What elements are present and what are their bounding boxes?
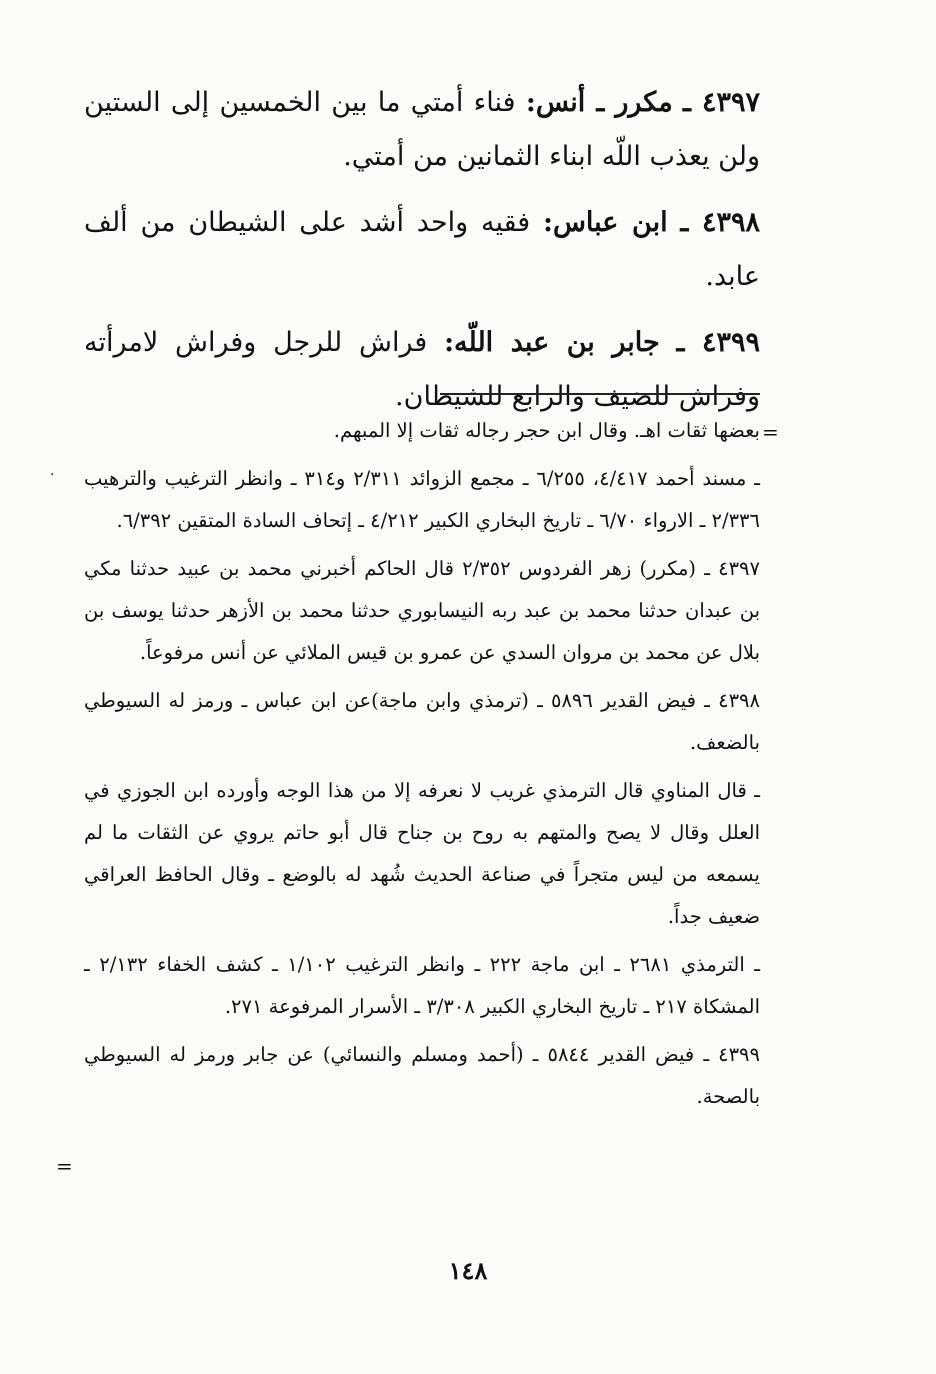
footnote: ٤٣٩٧ ـ (مكرر) زهر الفردوس ٢/٣٥٢ قال الحاكم أخبرني محمد بن عبيد حدثنا مكي بن عبدان حدثنا محمد بن عبد ربه النيسابوري حدثنا محمد بن الأزهر حدثنا يوسف بن بلال عن محمد بن مروان السدي عن عمرو بن قيس الملائي عن أنس مرفوعاً. — [84, 557, 760, 664]
entry-number: ٤٣٩٨ ـ — [680, 207, 760, 238]
footnote: ٤٣٩٨ ـ فيض القدير ٥٨٩٦ ـ (ترمذي وابن ماجة)عن ابن عباس ـ ورمز له السيوطي بالضعف. — [84, 689, 760, 754]
footnote: بعضها ثقات اهـ. وقال ابن حجر رجاله ثقات إلا المبهم. — [333, 419, 760, 442]
entry-narrator: مكرر ـ أنس: — [525, 87, 673, 118]
footnote: ـ قال المناوي قال الترمذي غريب لا نعرفه إلا من هذا الوجه وأورده ابن الجوزي في العلل وقال لا يصح والمتهم به روح بن جناح قال أبو حاتم يروي عن الثقات ما لم يسمعه من ليس متجراً في صناعة الحديث شُهد له بالوضع ـ وقال الحافظ العراقي ضعيف جداً. — [84, 779, 760, 928]
entry-number: ٤٣٩٧ ـ — [682, 87, 760, 118]
entry-narrator: جابر بن عبد اللّه: — [444, 327, 660, 358]
entry-number: ٤٣٩٩ ـ — [676, 327, 760, 358]
continuation-mark-top: = — [762, 420, 779, 444]
footnote: ـ مسند أحمد ٤/٤١٧، ٦/٢٥٥ ـ مجمع الزوائد ٢/٣١١ و٣١٤ ـ وانظر الترغيب والترهيب ٢/٣٣٦ ـ الارواء ٦/٧٠ ـ تاريخ البخاري الكبير ٤/٢١٢ ـ إتحاف السادة المتقين ٦/٣٩٢. — [84, 467, 761, 532]
entry-text: فراش للرجل وفراش لامرأته وفراش للضيف والرابع للشيطان. — [84, 327, 760, 412]
entry-narrator: ابن عباس: — [543, 207, 668, 238]
footnote: ٤٣٩٩ ـ فيض القدير ٥٨٤٤ ـ (أحمد ومسلم والنسائي) عن جابر ورمز له السيوطي بالصحة. — [84, 1043, 760, 1108]
footnote: ـ الترمذي ٢٦٨١ ـ ابن ماجة ٢٢٢ ـ وانظر الترغيب ١/١٠٢ ـ كشف الخفاء ٢/١٣٢ ـ المشكاة ٢١٧ ـ تاريخ البخاري الكبير ٣/٣٠٨ ـ الأسرار المرفوعة ٢٧١. — [84, 953, 760, 1018]
entry-text: فناء أمتي ما بين الخمسين إلى الستين ولن يعذب اللّه ابناء الثمانين من أمتي. — [84, 87, 760, 172]
footnote-separator — [440, 393, 760, 395]
hadith-list — [84, 76, 760, 436]
hadith-entry-4397 — [84, 76, 760, 184]
page-number: ١٤٨ — [448, 1256, 488, 1285]
hadith-entry-4398 — [84, 196, 760, 304]
entry-text: فقيه واحد أشد على الشيطان من ألف عابد. — [84, 207, 760, 292]
margin-dot: . — [50, 463, 55, 479]
continuation-mark-bottom: = — [56, 1154, 73, 1178]
footnotes — [84, 410, 760, 1124]
hadith-entry-4399 — [84, 316, 760, 424]
